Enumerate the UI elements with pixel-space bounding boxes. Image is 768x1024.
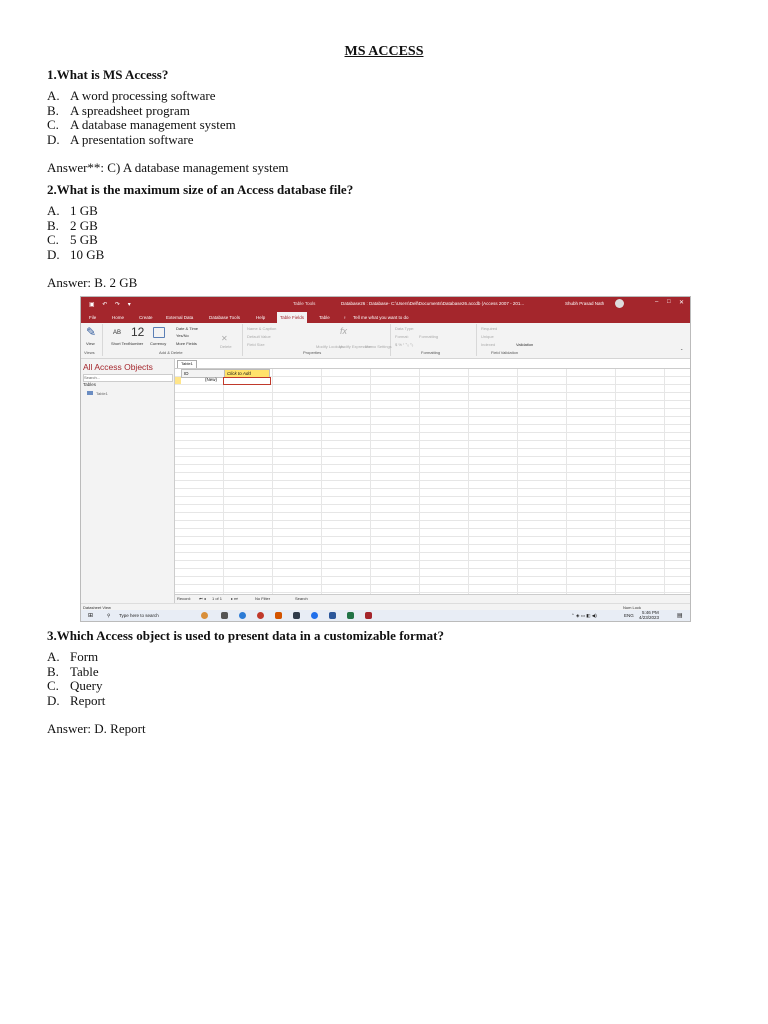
no-filter-button[interactable]: No Filter (255, 596, 271, 601)
format-label: Format: (395, 334, 409, 339)
option-text: Report (70, 692, 106, 708)
system-tray-icons[interactable]: ⌃ ◈ ▭ ◧ ◀) (571, 613, 597, 618)
option-text: Form (70, 649, 99, 664)
view-button[interactable]: View (86, 341, 95, 346)
question-3: 3.Which Access object is used to present data in a customizable format? (47, 628, 444, 643)
question-3-options (47, 650, 105, 708)
answer-2: Answer: B. 2 GB (47, 275, 138, 290)
option-letter: A. (47, 203, 60, 218)
option-text: 1 GB (70, 203, 98, 218)
short-text-button[interactable]: Short Text (111, 341, 129, 346)
default-value-button[interactable]: Default Value (247, 334, 271, 339)
option-text: A presentation software (70, 131, 194, 147)
first-record-icon[interactable]: ⏮ ◂ (199, 596, 206, 601)
short-text-icon: AB (113, 330, 122, 336)
table-tools-label: Table Tools (293, 301, 316, 306)
option-letter: B. (47, 217, 59, 233)
option (47, 219, 104, 234)
nav-header[interactable]: All Access Objects (83, 362, 153, 372)
tab-table-fields[interactable]: Table Fields (277, 312, 307, 323)
column-header-id[interactable]: ID (181, 369, 225, 378)
new-record-cell[interactable]: (New) (205, 377, 217, 382)
currency-button[interactable]: Currency (150, 341, 167, 346)
datasheet-grid[interactable] (175, 368, 690, 595)
nav-item-table1[interactable] (87, 391, 108, 396)
more-fields-button[interactable]: More Fields (176, 341, 197, 346)
required-checkbox[interactable]: Required (481, 326, 498, 331)
tab-create[interactable]: Create (139, 315, 153, 320)
name-caption-button[interactable]: Name & Caption (247, 326, 277, 331)
option (47, 133, 236, 148)
modify-lookups-button[interactable]: Modify Lookups (316, 344, 345, 349)
status-num-lock: Num Lock (623, 605, 642, 610)
option (47, 89, 236, 104)
tab-file[interactable]: File (89, 315, 97, 320)
excel-icon[interactable] (347, 612, 354, 619)
ribbon (81, 323, 690, 359)
nav-section-tables[interactable]: Tables (83, 382, 97, 387)
question-2: 2.What is the maximum size of an Access database file? (47, 182, 354, 197)
option-letter: D. (47, 246, 60, 262)
option-letter: B. (47, 663, 59, 679)
nav-item-label: Table1 (96, 391, 108, 396)
question-2-options (47, 204, 104, 262)
task-view-icon[interactable] (221, 612, 228, 619)
memo-settings-button[interactable]: Memo Settings (365, 344, 392, 349)
windows-start-icon[interactable]: ⊞ (88, 613, 94, 619)
data-type-label: Data Type: (395, 326, 415, 331)
option-letter: C. (47, 678, 59, 694)
formatting-group (391, 324, 477, 356)
next-record-icon[interactable]: ▸ ⏭ (231, 596, 238, 601)
maximize-icon[interactable]: □ (667, 299, 671, 305)
record-navigation-bar (175, 594, 690, 603)
powerpoint-icon[interactable] (275, 612, 282, 619)
option-text: A word processing software (70, 88, 216, 103)
add-delete-group-label: Add & Delete (159, 350, 183, 355)
formatting-group-label: Formatting (421, 350, 441, 355)
window-title: Database26 : Database- C:\Users\Dell\Documents\Database26.accdb (Access 2007 - 201... (341, 301, 525, 306)
edge-icon[interactable] (239, 612, 246, 619)
indexed-checkbox[interactable]: Indexed (481, 342, 496, 347)
option-letter: A. (47, 649, 60, 664)
views-group-label: Views (84, 350, 95, 355)
add-delete-group (104, 324, 243, 356)
avatar[interactable] (615, 299, 624, 308)
currency-icon (153, 327, 165, 338)
option-letter: C. (47, 117, 59, 133)
option (47, 679, 105, 694)
record-position[interactable]: 1 of 1 (212, 596, 223, 601)
clock-date[interactable]: 4/23/2023 (639, 615, 660, 620)
doc-tab-table1[interactable]: Table1 (177, 360, 197, 368)
ribbon-tabs (81, 311, 690, 323)
modify-expression-button[interactable]: Modify Expression (339, 344, 372, 349)
fx-icon: fx (340, 326, 348, 336)
question-1: 1.What is MS Access? (47, 67, 169, 82)
option-letter: B. (47, 102, 59, 118)
tab-table[interactable]: Table (319, 315, 330, 320)
option-letter: D. (47, 692, 60, 708)
unique-checkbox[interactable]: Unique (481, 334, 494, 339)
access-icon[interactable] (365, 612, 372, 619)
close-icon[interactable]: ✕ (679, 300, 685, 306)
option (47, 104, 236, 119)
window-titlebar (81, 297, 690, 311)
validation-button[interactable]: Validation (516, 342, 534, 347)
tab-database-tools[interactable]: Database Tools (209, 315, 240, 320)
format-select[interactable]: Formatting (419, 334, 439, 339)
status-view: Datasheet View (83, 605, 111, 610)
number-format-icons[interactable]: $ % ⁾ ⁺₀ ⁰₀ (395, 342, 414, 347)
lightbulb-icon: ♀ (343, 315, 347, 320)
search-icon: ⚲ (107, 613, 111, 618)
option-letter: D. (47, 131, 60, 147)
tab-help[interactable]: Help (256, 315, 266, 320)
option-letter: A. (47, 88, 60, 103)
option (47, 118, 236, 133)
user-name: Shubh Prasad Nath (565, 301, 605, 306)
browser-icon[interactable] (311, 612, 318, 619)
option-text: A spreadsheet program (70, 102, 190, 118)
word-icon[interactable] (329, 612, 336, 619)
record-label: Record: (177, 596, 192, 601)
option (47, 694, 105, 709)
view-icon[interactable]: ✎ (86, 325, 97, 339)
field-size-label: Field Size (247, 342, 265, 347)
answer-3: Answer: D. Report (47, 721, 146, 736)
option (47, 665, 105, 680)
properties-group-label: Properties (303, 350, 322, 355)
people-icon[interactable] (201, 612, 208, 619)
tell-me-box[interactable]: Tell me what you want to do (353, 315, 409, 320)
delete-button[interactable]: Delete (220, 344, 232, 349)
taskbar-search-input[interactable]: Type here to search (119, 613, 159, 618)
option (47, 248, 104, 263)
quick-access-icons[interactable]: ▣ ↶ ↷ ▾ (89, 301, 134, 308)
nav-search-input[interactable]: Search... (83, 374, 173, 382)
row-selector[interactable] (175, 377, 181, 384)
navigation-pane (81, 359, 175, 603)
active-cell[interactable] (223, 377, 271, 385)
app-icon[interactable] (293, 612, 300, 619)
windows-taskbar (81, 610, 690, 621)
datasheet-area (175, 359, 690, 603)
yes-no-button[interactable]: Yes/No (176, 333, 189, 338)
field-validation-group (477, 324, 542, 356)
option (47, 233, 104, 248)
column-header-click-to-add[interactable]: Click to Add (224, 369, 270, 378)
option-text: 2 GB (70, 217, 98, 233)
option (47, 204, 104, 219)
collapse-ribbon-icon[interactable]: ⌃ (680, 348, 684, 353)
number-button[interactable]: Number (129, 341, 144, 346)
views-group (81, 324, 103, 356)
minimize-icon[interactable]: – (655, 299, 659, 305)
date-time-button[interactable]: Date & Time (176, 326, 199, 331)
access-screenshot (80, 296, 691, 622)
option-text: A database management system (70, 117, 236, 133)
language-indicator[interactable]: ENG (624, 613, 634, 618)
number-icon: 12 (131, 325, 145, 339)
record-search-input[interactable]: Search (295, 596, 308, 601)
table-icon (87, 391, 93, 395)
properties-group (243, 324, 391, 356)
notification-icon[interactable]: ▤ (677, 613, 683, 619)
option (47, 650, 105, 665)
delete-icon: ✕ (221, 334, 228, 343)
option-text: 5 GB (70, 232, 98, 248)
option-text: Query (70, 678, 103, 694)
clock-time[interactable]: 5:46 PM (642, 610, 659, 615)
answer-1: Answer**: C) A database management system (47, 160, 289, 175)
document-title: MS ACCESS (344, 44, 424, 59)
chrome-icon[interactable] (257, 612, 264, 619)
tab-home[interactable]: Home (112, 315, 125, 320)
option-letter: C. (47, 232, 59, 248)
field-validation-group-label: Field Validation (491, 350, 519, 355)
tab-external-data[interactable]: External Data (166, 315, 194, 320)
option-text: 10 GB (70, 246, 105, 262)
option-text: Table (70, 663, 99, 679)
question-1-options (47, 89, 236, 147)
